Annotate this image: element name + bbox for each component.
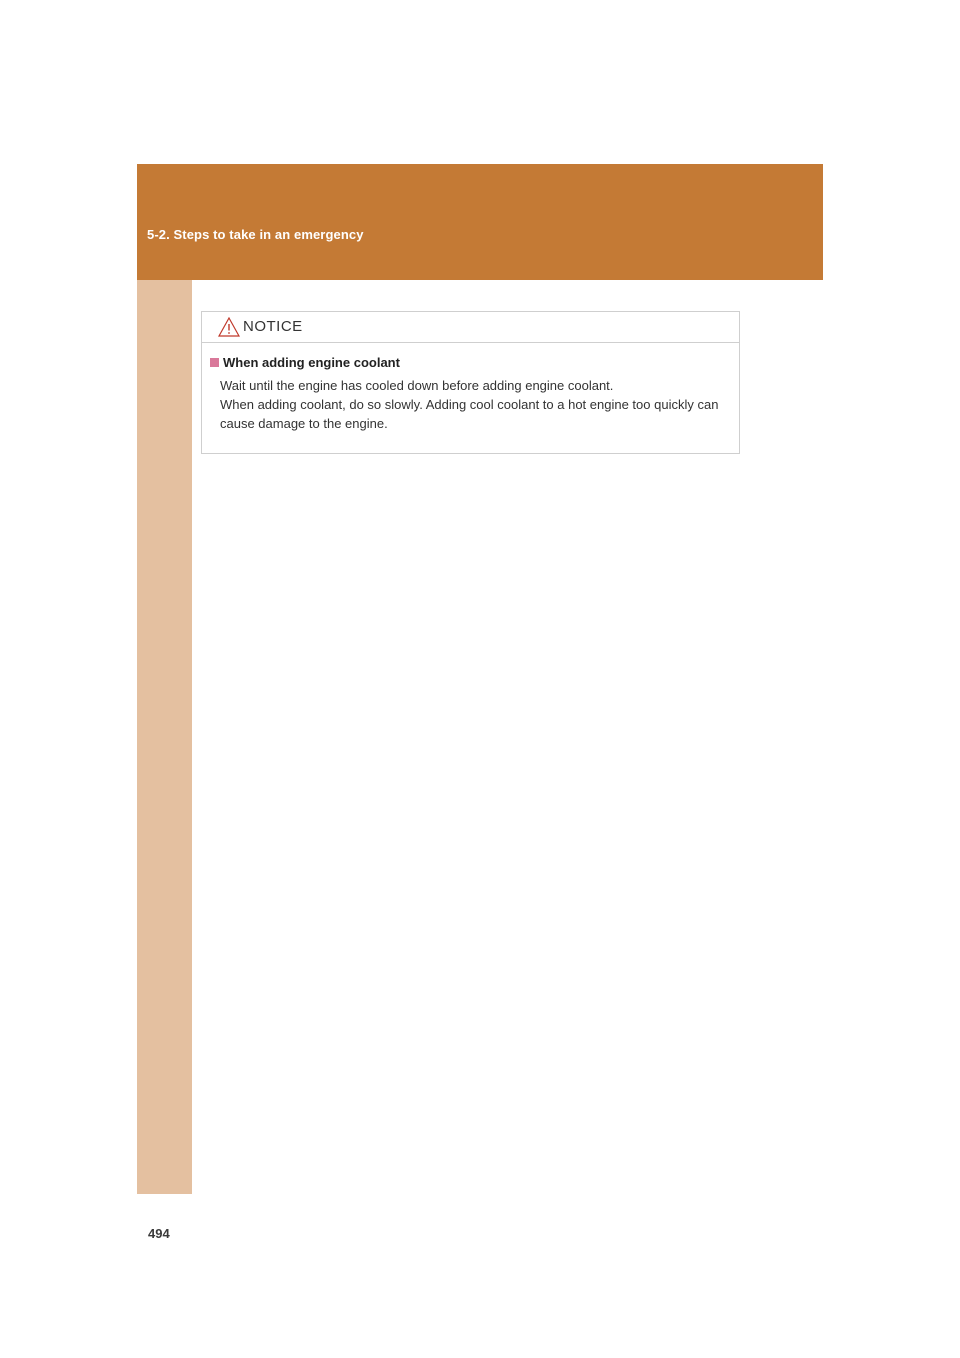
notice-header <box>202 312 739 343</box>
side-strip <box>137 280 192 1241</box>
notice-paragraph: When adding coolant, do so slowly. Adding cool coolant to a hot engine too quickly can cause damage to the engine. <box>220 397 719 431</box>
warning-triangle-icon <box>218 317 240 337</box>
bullet-square-icon <box>210 358 219 367</box>
notice-label: NOTICE <box>243 318 303 335</box>
subheading-text: When adding engine coolant <box>223 355 400 370</box>
manual-page <box>137 164 823 1241</box>
notice-text <box>210 376 729 433</box>
notice-subheading <box>210 355 729 370</box>
section-title: 5-2. Steps to take in an emergency <box>147 227 364 242</box>
page-number: 494 <box>148 1226 170 1241</box>
notice-body <box>202 343 739 433</box>
notice-paragraph: Wait until the engine has cooled down before adding engine coolant. <box>220 378 614 393</box>
header-band <box>137 164 823 280</box>
notice-box <box>201 311 740 454</box>
